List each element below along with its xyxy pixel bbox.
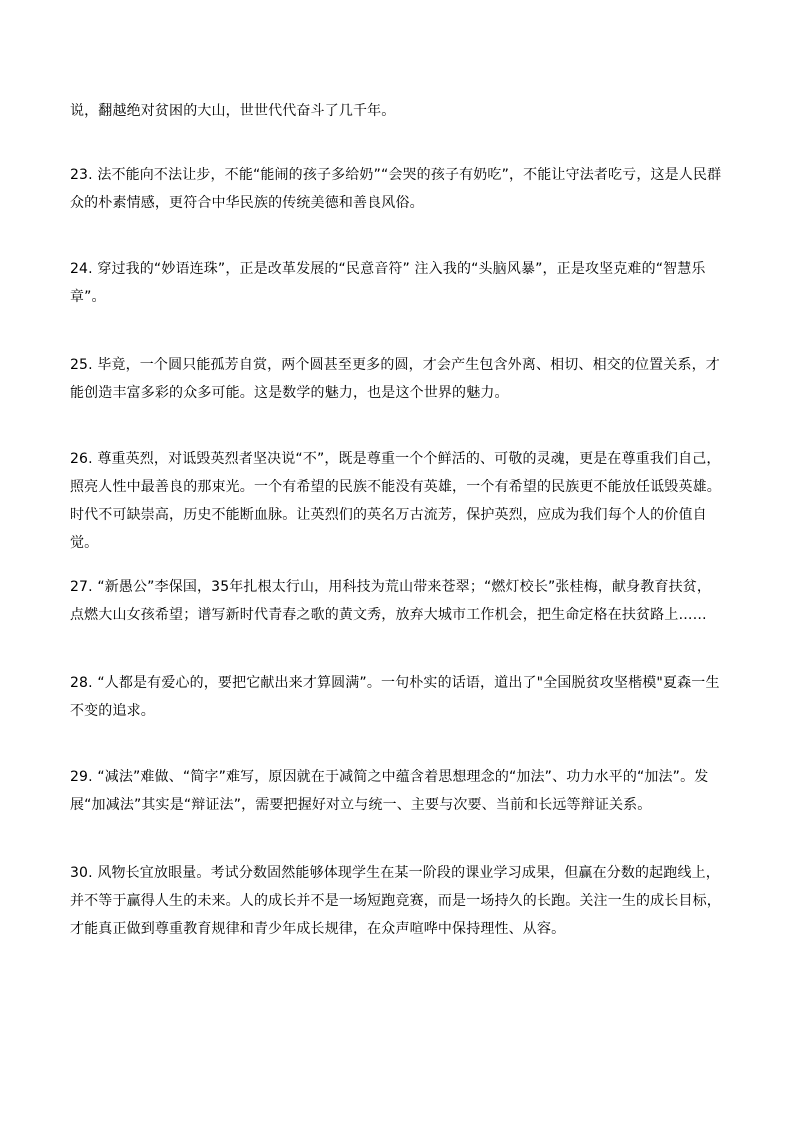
paragraph-29: 29. “减法”难做、“简字”难写，原因就在于减简之中蕴含着思想理念的“加法”、功力水平的“加法”。发展“加减法”其实是“辩证法”，需要把握好对立与统一、主要与次要、当前和长远等辩证关系。 bbox=[70, 769, 709, 813]
paragraph-27: 27. “新愚公”李保国，35年扎根太行山，用科技为荒山带来苍翠；“燃灯校长”张桂梅，献身教育扶贫，点燃大山女孩希望；谱写新时代青春之歌的黄文秀，放弃大城市工作机会，把生命定格在扶贫路上…… bbox=[70, 579, 712, 623]
paragraph-24: 24. 穿过我的“妙语连珠”，正是改革发展的“民意音符” 注入我的“头脑风暴”，正是攻坚克难的“智慧乐章”。 bbox=[70, 261, 706, 305]
paragraph-continuation: 说，翻越绝对贫困的大山，世世代代奋斗了几千年。 bbox=[70, 103, 396, 119]
paragraph-23: 23. 法不能向不法让步，不能“能闹的孩子多给奶”“会哭的孩子有奶吃”，不能让守法者吃亏，这是人民群众的朴素情感，更符合中华民族的传统美德和善良风俗。 bbox=[70, 167, 722, 211]
paragraph-30: 30. 风物长宜放眼量。考试分数固然能够体现学生在某一阶段的课业学习成果，但赢在分数的起跑线上，并不等于赢得人生的未来。人的成长并不是一场短跑竞赛，而是一场持久的长跑。关注一生的成长目标，才能真正做到尊重教育规律和青少年成长规律，在众声喧哗中保持理性、从容。 bbox=[70, 865, 721, 937]
paragraph-28: 28. “人都是有爱心的，要把它献出来才算圆满”。一句朴实的话语，道出了"全国脱贫攻坚楷模"夏森一生不变的追求。 bbox=[70, 675, 720, 719]
paragraph-26: 26. 尊重英烈，对诋毁英烈者坚决说“不”，既是尊重一个个鲜活的、可敬的灵魂，更是在尊重我们自己，照亮人性中最善良的那束光。一个有希望的民族不能没有英雄，一个有希望的民族更不能放任诋毁英雄。时代不可缺崇高，历史不能断血脉。让英烈们的英名万古流芳，保护英烈，应成为我们每个人的价值自觉。 bbox=[70, 451, 721, 551]
paragraph-25: 25. 毕竟，一个圆只能孤芳自赏，两个圆甚至更多的圆，才会产生包含外离、相切、相交的位置关系，才能创造丰富多彩的众多可能。这是数学的魅力，也是这个世界的魅力。 bbox=[70, 357, 720, 401]
